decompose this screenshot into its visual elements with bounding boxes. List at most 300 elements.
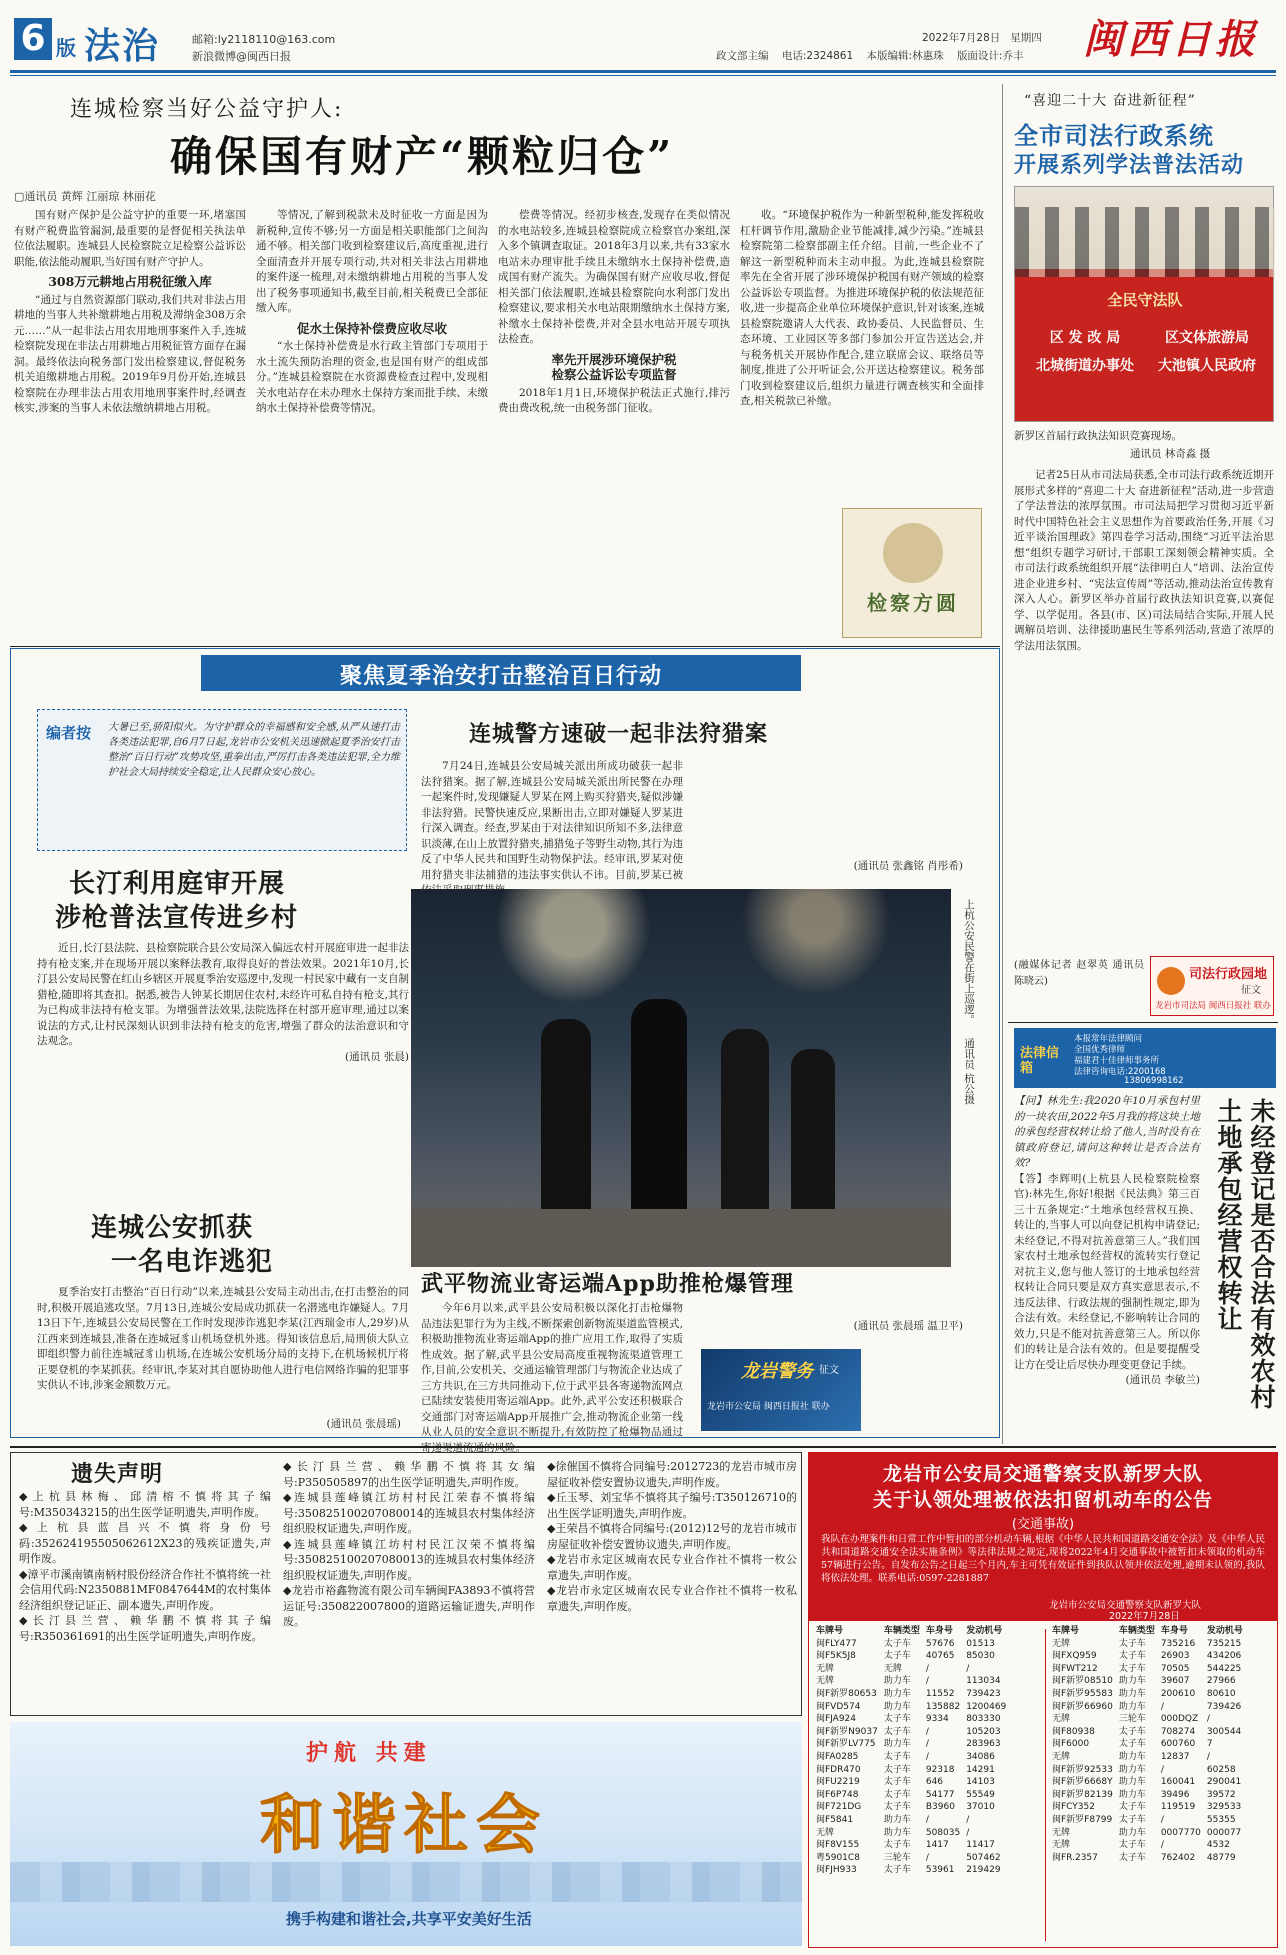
table-cell: 太子车 [883, 1714, 911, 1725]
table-cell: 助力车 [883, 1739, 911, 1750]
table-row [813, 1789, 1009, 1802]
table-header: 车身号 [1160, 1626, 1188, 1636]
lost-item-12: ◆龙岩市永定区城南农民专业合作社不慎将一枚公章遗失,声明作废。 [547, 1553, 797, 1582]
table-cell: 闽F新罗08510 [1052, 1676, 1113, 1687]
masthead-credits [716, 48, 1023, 63]
editor-note-box [37, 709, 407, 851]
focus-banner [201, 655, 801, 691]
table-row [813, 1864, 1009, 1877]
table-cell: 135882 [925, 1701, 961, 1712]
table-cell: 200610 [1160, 1688, 1196, 1699]
app-headline: 武平物流业寄运端App助推枪爆管理 [421, 1271, 794, 1297]
fraud-credit: (通讯员 张晨瑶) [326, 1418, 401, 1430]
table-cell: 4532 [1206, 1840, 1230, 1851]
table-cell: 000077 [1206, 1827, 1242, 1838]
table-cell: 48779 [1206, 1852, 1236, 1863]
table-body-left [813, 1638, 1009, 1877]
fraud-body [37, 1285, 409, 1435]
phone: 电话:2324861 [781, 50, 854, 62]
table-cell: 9334 [925, 1714, 949, 1725]
table-cell: 闽F新罗6668Y [1052, 1777, 1113, 1788]
table-row [813, 1688, 1009, 1701]
table-cell: 闽FXQ959 [1052, 1651, 1097, 1662]
lead-headline: 确保国有财产“颗粒归仓” [170, 132, 675, 181]
designer: 版面设计:乔丰 [956, 50, 1024, 62]
table-cell: / [925, 1739, 929, 1750]
table-cell: 太子车 [883, 1802, 911, 1813]
photo-people [1015, 207, 1275, 277]
police-title: 龙岩警务 [741, 1361, 813, 1382]
table-row [1049, 1638, 1246, 1651]
table-cell: / [1160, 1814, 1164, 1825]
table-cell: 12837 [1160, 1751, 1190, 1762]
table-cell: 762402 [1160, 1852, 1196, 1863]
table-cell: 太子车 [1118, 1663, 1146, 1674]
lost-item-4: ◆长汀县兰营、赖华鹏不慎将其子编号:R350361691的出生医学证明遗失,声明作废。 [19, 1614, 271, 1643]
paper-name: 闽西日报 [1083, 16, 1259, 63]
table-cell: 119519 [1160, 1802, 1196, 1813]
qa-question: 【问】林先生:我2020年10月承包村里的一块农田,2022年5月我的将这块土地的承包经营权转让给了他人,当时没有在镇政府登记,请问这种转让是否合法有效? [1014, 1095, 1200, 1169]
street-ground [411, 1209, 951, 1267]
right-top [1010, 84, 1278, 1124]
table-cell: 闽F新罗N9037 [816, 1726, 878, 1737]
lead-col-3-p2: 2018年1月1日,环境保护税法正式施行,排污费由费改税,统一由税务部门征收。 [498, 386, 730, 414]
table-row [813, 1839, 1009, 1852]
table-cell: / [1206, 1714, 1210, 1725]
table-cell: 11417 [966, 1840, 995, 1851]
lost-col-1 [19, 1489, 271, 1713]
fraud-headline-2: 一名电诈逃犯 [111, 1247, 274, 1277]
table-header: 车牌号 [816, 1626, 844, 1636]
table-cell: 92318 [925, 1764, 955, 1775]
table-row [1049, 1827, 1246, 1840]
notice-title-2: 关于认领处理被依法扣留机动车的公告 [872, 1489, 1213, 1511]
table-row [813, 1814, 1009, 1827]
table-cell: 闽F新罗LV775 [816, 1739, 876, 1750]
fraud-headline-1: 连城公安抓获 [91, 1213, 254, 1243]
table-cell: 646 [925, 1777, 944, 1788]
notice-date: 2022年7月28日 [1109, 1611, 1180, 1622]
table-cell: 39572 [1206, 1789, 1236, 1800]
notice-table-left-wrap [813, 1625, 1043, 1877]
qa-answer: 【答】李辉明(上杭县人民检察院检察官):林先生,你好!根据《民法典》第三百三十五条规定:“土地承包经营权互换、转让的,当事人可以向登记机构申请登记;未经登记,不得对抗善意第三人。”我们国家农村土地承包经营权的流转实行登记对抗主义,您与他人签订的土地承包经营权转让合同只要是双方真实意思表示,不违反法律、行政法规的强制性规定,即为合法有效。未经登记,不影响转让合同的效力,只是不能对抗善意第三人。所以你们的转让是合法有效的。但是要提醒受让方在受让后尽快办理变更登记手续。 [1014, 1172, 1200, 1371]
table-cell: 助力车 [1118, 1827, 1146, 1838]
table-cell: / [1160, 1701, 1164, 1712]
officer-2 [631, 999, 687, 1229]
table-cell: 闽FJA924 [816, 1714, 857, 1725]
table-cell: 助力车 [883, 1814, 911, 1825]
table-cell: 1200469 [966, 1701, 1007, 1712]
table-cell: 7 [1206, 1739, 1213, 1750]
table-cell: 助力车 [883, 1676, 911, 1687]
table-cell: 803330 [966, 1714, 1001, 1725]
table-header-row [813, 1625, 1009, 1638]
police-org: 龙岩市公安局 闽西日报社 联办 [707, 1402, 830, 1412]
qa-vertical-title: 未经登记是否合法有效农村土地承包经营权转让 [1214, 1098, 1276, 1410]
table-cell: 39496 [1160, 1789, 1190, 1800]
garden-title: 司法行政园地 [1189, 967, 1268, 982]
table-cell: 无牌 [1052, 1751, 1071, 1762]
table-cell: 55355 [1206, 1814, 1236, 1825]
table-row [813, 1827, 1009, 1840]
table-cell: B3960 [925, 1802, 955, 1813]
sifa-body [1014, 468, 1274, 954]
notice-signature: 龙岩市公安局交通警察支队新罗大队 [1049, 1600, 1202, 1611]
fraud-body-text: 夏季治安打击整治“百日行动”以来,连城县公安局主动出击,在打击整治的同时,积极开展追逃攻坚。7月13日,连城公安局成功抓获一名潜逃电诈嫌疑人。7月13日下午,连城县公安局民警在工作时发现涉诈逃犯李某(江西瑞金市人,29岁)从江西来到连城县,准备在连城冠豸山机场登机外逃。得知该信息后,局刑侦大队立即组织警力前往连城冠豸山机场,在连城公安机场分局的支持下,在机场候机厅将正要登机的李某抓获。经审讯,李某对其自愿协助他人进行电信网络诈骗的犯罪事实供认不讳,涉案金额数万元。 [37, 1286, 409, 1391]
lost-item-11: ◆王荣昌不慎将合同编号:(2012)12号的龙岩市城市房屋征收补偿安置协议遗失,声明作废。 [547, 1522, 797, 1551]
lost-item-1: ◆上杭县林梅、邱清榕不慎将其子编号:M350343215的出生医学证明遗失,声明作废。 [19, 1490, 271, 1519]
table-cell: 闽F新罗82139 [1052, 1789, 1113, 1800]
garden-org: 龙岩市司法局 闽西日报社 联办 [1155, 1001, 1271, 1011]
lost-title: 遗失声明 [71, 1461, 164, 1487]
table-cell: 闽F8V155 [816, 1840, 860, 1851]
lead-sub-3b: 检察公益诉讼专项监督 [551, 367, 677, 382]
lost-item-13: ◆龙岩市永定区城南农民专业合作社不慎将一枚私章遗失,声明作废。 [547, 1584, 797, 1613]
table-cell: 1417 [925, 1840, 949, 1851]
table-cell: 无牌 [816, 1676, 835, 1687]
banner-title: 全民守法队 [1107, 291, 1183, 309]
law-badge-phone-2: 13806998162 [1124, 1076, 1184, 1086]
notice-title-1: 龙岩市公安局交通警察支队新罗大队 [882, 1463, 1203, 1485]
table-cell: 无牌 [1052, 1840, 1071, 1851]
table-cell: 105203 [966, 1726, 1001, 1737]
table-cell: 283963 [966, 1739, 1001, 1750]
table-cell: 太子车 [883, 1764, 911, 1775]
notice-header [809, 1453, 1277, 1621]
table-header: 车辆类型 [883, 1626, 920, 1636]
table-cell: 闽FDR470 [816, 1764, 861, 1775]
table-cell: 11552 [925, 1688, 955, 1699]
table-cell: 85030 [966, 1651, 995, 1662]
table-row [1049, 1650, 1246, 1663]
table-cell: 闽FWT212 [1052, 1663, 1098, 1674]
table-cell: 70505 [1160, 1663, 1190, 1674]
photo-caption-vertical [957, 899, 975, 1259]
table-row [1049, 1701, 1246, 1714]
traffic-notice [808, 1452, 1278, 1948]
photo-credit-text: 通讯员 杭公摄 [963, 1038, 975, 1105]
weibo: 新浪微博@闽西日报 [192, 50, 291, 63]
date-line [922, 30, 1042, 45]
table-header: 发动机号 [966, 1626, 1003, 1636]
table-cell: / [925, 1814, 929, 1825]
table-cell: 无牌 [1052, 1638, 1071, 1649]
table-cell: 57676 [925, 1638, 955, 1649]
table-cell: 闽F新罗F8799 [1052, 1814, 1113, 1825]
lost-item-10: ◆丘玉琴、刘宝华不慎将其子编号:T350126710的出生医学证明遗失,声明作废。 [547, 1491, 797, 1520]
table-row [1049, 1751, 1246, 1764]
table-row [1049, 1801, 1246, 1814]
lost-item-6: ◆连城县莲峰镇江坊村村民江荣春不慎将编号:350825100207080014的连城县农村集体经济组织股权证遗失,声明作废。 [283, 1491, 535, 1535]
hunt-credit: (通讯员 张鑫铭 肖彤希) [853, 860, 963, 872]
table-cell: 闽F6000 [1052, 1739, 1090, 1750]
lost-item-3: ◆漳平市溪南镇南柄村股份经济合作社不慎将统一社会信用代码:N2350881MF0847644M的农村集体经济组织登记证正、副本遗失,声明作废。 [19, 1567, 271, 1612]
table-cell: 太子车 [1118, 1814, 1146, 1825]
lead-col-1-p2: “通过与自然资源部门联动,我们共对非法占用耕地的当事人共补缴耕地占用税及滞纳金308万余元……”从一起非法占用农用地刑事案件入手,连城检察院发现在非法占用耕地占用税征管方面存在漏洞。最终依法向税务部门发出检察建议,督促税务机关追缴耕地占用税。2019年9月份开始,连城县检察院在办理非法占用农用地刑事案件时,经调查核实,涉案的当事人未依法缴纳耕地占用税。 [14, 293, 246, 414]
table-cell: 太子车 [883, 1789, 911, 1800]
app-body-2 [693, 1301, 963, 1341]
table-row [813, 1764, 1009, 1777]
table-cell: 无牌 [816, 1663, 835, 1674]
promo-banner [10, 1722, 802, 1946]
table-cell: 300544 [1206, 1726, 1242, 1737]
table-cell: / [1160, 1764, 1164, 1775]
table-cell: 助力车 [883, 1827, 911, 1838]
table-cell: 54177 [925, 1789, 955, 1800]
app-body-1 [421, 1301, 683, 1438]
table-cell: 290041 [1206, 1777, 1242, 1788]
table-cell: 太子车 [883, 1865, 911, 1876]
table-cell: 粤5901C8 [816, 1852, 860, 1863]
table-cell: 735216 [1160, 1638, 1196, 1649]
table-body-right [1049, 1638, 1246, 1865]
table-cell: 闽FLY477 [816, 1638, 857, 1649]
table-cell: 太子车 [1118, 1840, 1146, 1851]
law-badge-info-3: 福建君十佳律师事务所 [1074, 1056, 1160, 1066]
table-cell: 助力车 [883, 1688, 911, 1699]
table-cell: / [925, 1663, 929, 1674]
table-cell: 27966 [1206, 1676, 1236, 1687]
lost-item-5: ◆长汀县兰营、赖华鹏不慎将其女编号:P350505897的出生医学证明遗失,声明作废。 [283, 1460, 535, 1489]
table-cell: 闽FU2219 [816, 1777, 860, 1788]
lead-col-2 [256, 208, 488, 640]
column-divider-right [1002, 84, 1003, 1444]
table-cell: 508035 [925, 1827, 961, 1838]
page-unit: 版 [56, 36, 76, 60]
table-row [1049, 1726, 1246, 1739]
seal-icon [883, 523, 943, 583]
table-cell: 40765 [925, 1651, 955, 1662]
table-cell: 太子车 [1118, 1739, 1146, 1750]
page-number-box [14, 18, 52, 60]
table-cell: 助力车 [1118, 1676, 1146, 1687]
table-row [1049, 1852, 1246, 1865]
notice-table-left [813, 1625, 1009, 1877]
promo-big: 和谐社会 [260, 1789, 548, 1863]
table-cell: 闽F新罗66960 [1052, 1701, 1113, 1712]
lead-sub-1: 308万元耕地占用税征缴入库 [48, 274, 212, 289]
table-cell: 80610 [1206, 1688, 1236, 1699]
table-cell: 太子车 [1118, 1726, 1146, 1737]
officer-4 [791, 1049, 835, 1219]
table-cell: / [1206, 1751, 1210, 1762]
table-row [1049, 1814, 1246, 1827]
table-cell: / [925, 1751, 929, 1762]
competition-photo [1014, 186, 1274, 422]
table-cell: 闽FR.2357 [1052, 1852, 1098, 1863]
banner-left-1: 区 发 改 局 [1049, 330, 1121, 346]
table-cell: 000DQZ [1160, 1714, 1199, 1725]
officer-1 [541, 1019, 591, 1219]
masthead-rule [10, 70, 1276, 73]
table-cell: 太子车 [1118, 1802, 1146, 1813]
sifa-body-text: 记者25日从市司法局获悉,全市司法行政系统近期开展形式多样的“喜迎二十大 奋进新征程”活动,进一步营造了学法普法的浓厚氛围。市司法局把学习贯彻习近平新时代中国特色社会主义思想作为首要政治任务,开展《习近平谈治国理政》第四卷学习活动,围绕“习近平法治思想”组织专题学习研讨,干部职工深刻领会精神实质。全市司法行政系统组织开展“法律明白人”培训、法治宣传进企业进乡村、“宪法宣传周”等活动,推动法治宣传教育深入人心。新罗区举办首届行政执法知识竞赛,以赛促学、以学促用。各县(市、区)司法局结合实际,开展人民调解员培训、法律援助惠民生等系列活动,营造了浓厚的学法用法氛围。 [1014, 469, 1274, 652]
table-cell: 助力车 [1118, 1701, 1146, 1712]
table-cell: 太子车 [883, 1726, 911, 1737]
seal-text: 检察方圆 [867, 591, 959, 615]
table-cell: 14103 [966, 1777, 995, 1788]
patrol-photo [411, 889, 951, 1267]
table-row [813, 1663, 1009, 1676]
lead-col-4 [740, 208, 984, 498]
table-cell: / [966, 1814, 970, 1825]
editor: 政文部主编 [716, 50, 769, 62]
table-row [1049, 1713, 1246, 1726]
photo-lights [411, 889, 951, 1009]
promo-skyline [10, 1862, 802, 1902]
table-cell: 37010 [966, 1802, 995, 1813]
table-cell: 闽F新罗95583 [1052, 1688, 1113, 1699]
table-cell: 闽F6P748 [816, 1789, 859, 1800]
table-row [1049, 1789, 1246, 1802]
photo-caption-text: 上杭公安民警在街上巡逻。 [963, 899, 975, 1025]
table-header: 车牌号 [1052, 1626, 1080, 1636]
hunt-body-2 [693, 759, 963, 877]
table-row [813, 1776, 1009, 1789]
duty-editor: 本版编辑:林惠珠 [866, 50, 944, 62]
table-row [813, 1751, 1009, 1764]
table-cell: 53961 [925, 1865, 955, 1876]
table-cell: 三轮车 [1118, 1714, 1146, 1725]
table-cell: 434206 [1206, 1651, 1242, 1662]
banner-right-2: 大池镇人民政府 [1158, 358, 1256, 374]
table-cell: 39607 [1160, 1676, 1190, 1687]
law-badge-title: 法律信箱 [1020, 1046, 1060, 1076]
right-headline-1: 全市司法行政系统 [1014, 121, 1214, 150]
notice-table-divider [1045, 1629, 1046, 1941]
table-cell: 无牌 [1052, 1714, 1071, 1725]
table-header-row [1049, 1625, 1246, 1638]
police-sub: 征文 [819, 1365, 839, 1376]
table-cell: 闽F5K5J8 [816, 1651, 856, 1662]
table-cell: 太子车 [883, 1751, 911, 1762]
lead-kicker: 连城检察当好公益守护人: [70, 97, 344, 122]
table-cell: 太子车 [1118, 1638, 1146, 1649]
table-cell: 无牌 [1052, 1827, 1071, 1838]
table-row [813, 1701, 1009, 1714]
court-body [37, 941, 409, 1201]
lead-bottom-rule [10, 646, 1000, 647]
table-header: 发动机号 [1206, 1626, 1243, 1636]
notice-table-right [1049, 1625, 1246, 1864]
table-cell: 113034 [966, 1676, 1001, 1687]
table-row [813, 1852, 1009, 1865]
lead-sub-3a: 率先开展涉环境保护税 [551, 351, 677, 367]
table-cell: 544225 [1206, 1663, 1242, 1674]
table-cell: 708274 [1160, 1726, 1196, 1737]
table-cell: 739426 [1206, 1701, 1242, 1712]
lead-byline: ▢通讯员 黄辉 江丽琼 林丽花 [14, 190, 156, 203]
banner-right-1: 区文体旅游局 [1165, 330, 1249, 346]
table-cell: 助力车 [1118, 1688, 1146, 1699]
hunt-headline: 连城警方速破一起非法狩猎案 [469, 721, 769, 747]
qa-answer-credit: (通讯员 李敏兰) [1125, 1374, 1200, 1386]
hunt-body-1 [421, 759, 684, 881]
table-cell: 太子车 [883, 1777, 911, 1788]
table-row [1049, 1839, 1246, 1852]
table-cell: 160041 [1160, 1777, 1196, 1788]
table-cell: 26903 [1160, 1651, 1190, 1662]
lost-item-9: ◆徐催国不慎将合同编号:2012723的龙岩市城市房屋征收补偿安置协议遗失,声明作废。 [547, 1460, 797, 1489]
bottom-area-rule [10, 1446, 1276, 1448]
date: 2022年7月28日 [922, 32, 1001, 44]
table-cell: 507462 [966, 1852, 1001, 1863]
promo-top-line: 护航 共建 [306, 1741, 432, 1766]
photo-caption: 新罗区首届行政执法知识竞赛现场。 [1014, 430, 1182, 442]
table-header: 车身号 [925, 1626, 953, 1636]
table-row [1049, 1688, 1246, 1701]
notice-subtitle: (交通事故) [1011, 1517, 1075, 1532]
table-cell: 14291 [966, 1764, 995, 1775]
police-badge [701, 1349, 861, 1431]
lead-col-2-p2: “水土保持补偿费是水行政主管部门专项用于水土流失预防治理的资金,也是国有财产的组成部分。”连城县检察院在水资源费检查过程中,发现相关水电站存在未办理水土保持方案而批手续、未缴纳水土保持补偿费等情况。 [256, 340, 488, 414]
seal-stamp [842, 508, 982, 638]
notice-body: 我队在办理案件和日常工作中暂扣的部分机动车辆,根据《中华人民共和国道路交通安全法》及《中华人民共和国道路交通安全法实施条例》等法律法规之规定,现将2022年4月交通事故中被暂扣未领取的机动车57辆进行公告。自发布公告之日起三个月内,车主可凭有效证件到我队认领并依法处理,逾期未认领的,我队将依法处理。联系电话:0597-2281887 [821, 1534, 1265, 1584]
sifa-credit: (融媒体记者 赵翠英 通讯员 陈晓云) [1014, 960, 1144, 987]
lead-col-3-p1: 偿费等情况。经初步核查,发现存在类似情况的水电站较多,连城县检察院成立检察官办案组,深入多个镇调查取证。2018年3月以来,共有33家水电站未办理审批手续且未缴纳水土保持补偿费,造成国有财产流失。为确保国有财产应收尽收,督促相关部门依法履职,连城县检察院向水利部门发出检察建议,要求相关水电站限期缴纳水土保持方案,补缴水土保持补偿费,并对全县水电站开展专项执法检查。 [498, 209, 730, 345]
lead-col-4-p1: 收。“环境保护税作为一种新型税种,能发挥税收杠杆调节作用,激励企业节能减排,减少污染。”连城县检察院第二检察部副主任介绍。目前,一些企业不了解这一新型税种而未主动申报。为此,连城县检察院率先在全省开展了涉环境保护税国有财产领域的检察公益诉讼专项监督。为推进环境保护税的依法规范征收,进一步提高企业单位环境保护意识,针对该案,连城县检察院邀请人大代表、政协委员、人民监督员、生态环境、工业园区等多部门参加公开宣告送达会,并与税务机关开展协作配合,建立联席会议、联络员等制度,推进了公开听证会,公开送达检察建议。税务部门收到检察建议后,组织力量进行调查核实和全面排查,相关税款已补缴。 [740, 209, 984, 407]
lost-item-2: ◆上杭县蓝昌兴不慎将身份号码:352624195505062612X23的残疾证遗失,声明作废。 [19, 1521, 271, 1565]
table-cell: / [925, 1726, 929, 1737]
table-row [1049, 1764, 1246, 1777]
table-row [1049, 1776, 1246, 1789]
table-cell: 太子车 [1118, 1852, 1146, 1863]
table-cell: 329533 [1206, 1802, 1242, 1813]
lost-item-8: ◆龙岩市裕鑫物流有限公司车辆闽FA3893不慎将营运证号:350822007800的道路运输证遗失,声明作废。 [283, 1584, 535, 1628]
table-cell: / [966, 1663, 970, 1674]
promo-slogan: 携手构建和谐社会,共享平安美好生活 [286, 1910, 532, 1928]
banner-left-2: 北城街道办事处 [1036, 358, 1134, 374]
table-cell: 60258 [1206, 1764, 1236, 1775]
table-cell: 闽F新罗80653 [816, 1688, 877, 1699]
section-title: 法治 [84, 26, 161, 67]
app-credit: (通讯员 张晨瑶 温卫平) [853, 1320, 963, 1332]
masthead-rule-thin [10, 75, 1276, 76]
hunt-body-text: 7月24日,连城县公安局城关派出所成功破获一起非法狩猎案。据了解,连城县公安局城关派出所民警在办理一起案件时,发现嫌疑人罗某在网上购买狩猎夹,疑似涉嫌非法狩猎。民警快速反应,果断出击,立即对嫌疑人罗某进行深入调查。经查,罗某由于对法律知识所知不多,法律意识淡薄,在山上放置狩猎夹,捕猎兔子等野生动物,其行为违反了中华人民共和国野生动物保护法。经审讯,罗某对使用狩猎夹非法捕猎的违法事实供认不讳。目前,罗某已被 [421, 760, 684, 881]
lost-col-3 [547, 1459, 797, 1713]
weekday: 星期四 [1010, 32, 1042, 44]
table-cell: 739423 [966, 1688, 1001, 1699]
table-cell: 助力车 [1118, 1789, 1146, 1800]
garden-sub: 征文 [1241, 985, 1261, 996]
table-cell: 735215 [1206, 1638, 1242, 1649]
focus-section [10, 648, 1000, 1438]
email: 邮箱:ly2118110@163.com [192, 33, 336, 46]
table-cell: 太子车 [883, 1638, 911, 1649]
garden-badge [1150, 956, 1274, 1016]
table-cell: / [966, 1827, 970, 1838]
table-row [813, 1650, 1009, 1663]
qa-section [1010, 1028, 1278, 1438]
officer-3 [721, 1029, 769, 1219]
page-number: 6 [20, 18, 46, 59]
table-cell: 无牌 [816, 1827, 835, 1838]
court-body-text: 近日,长汀县法院、县检察院联合县公安局深入偏远农村开展庭审进一起非法持有枪支案,并在现场开展以案释法教育,取得良好的普法效果。2021年10月,长汀县公安局民警在红山乡辖区开展夏季治安巡逻中,发现一村民家中藏有一支自制猎枪,随即将其查扣。据悉,被告人钟某长期居住农村,未经许可私自持有枪支,其行为已构成非法持有枪支罪。为增强普法效果,法院选择在村部开庭审理,通过以案说法的方式,让村民深刻认识到非法持有枪支的危害,增强了群众的法治意识和守法观念。 [37, 942, 409, 1047]
lead-col-1 [14, 208, 246, 640]
table-row [1049, 1675, 1246, 1688]
law-badge-info-2: 全国优秀律师 [1074, 1045, 1126, 1055]
table-cell: 三轮车 [883, 1852, 911, 1863]
table-header: 车辆类型 [1118, 1626, 1155, 1636]
right-top-bottom-rule [1008, 1022, 1278, 1023]
lead-col-2-p1: 等情况,了解到税款未及时征收一方面是因为新税种,宣传不够;另一方面是相关职能部门之间沟通不够。相关部门收到检察建议后,高度重视,进行全面清查并开展专项行动,共对相关非法占用耕地的案件逐一梳理,对未缴纳耕地占用税的当事人发出了税务事项通知书,截至目前,相关税费已全部征缴入库。 [256, 209, 488, 314]
table-cell: 0007770 [1160, 1827, 1201, 1838]
table-cell: 太子车 [1118, 1651, 1146, 1662]
table-cell: 闽FVD574 [816, 1701, 861, 1712]
focus-banner-text: 聚焦夏季治安打击整治百日行动 [339, 664, 662, 689]
table-cell: 闽FJH933 [816, 1865, 857, 1876]
table-cell: 助力车 [1118, 1777, 1146, 1788]
